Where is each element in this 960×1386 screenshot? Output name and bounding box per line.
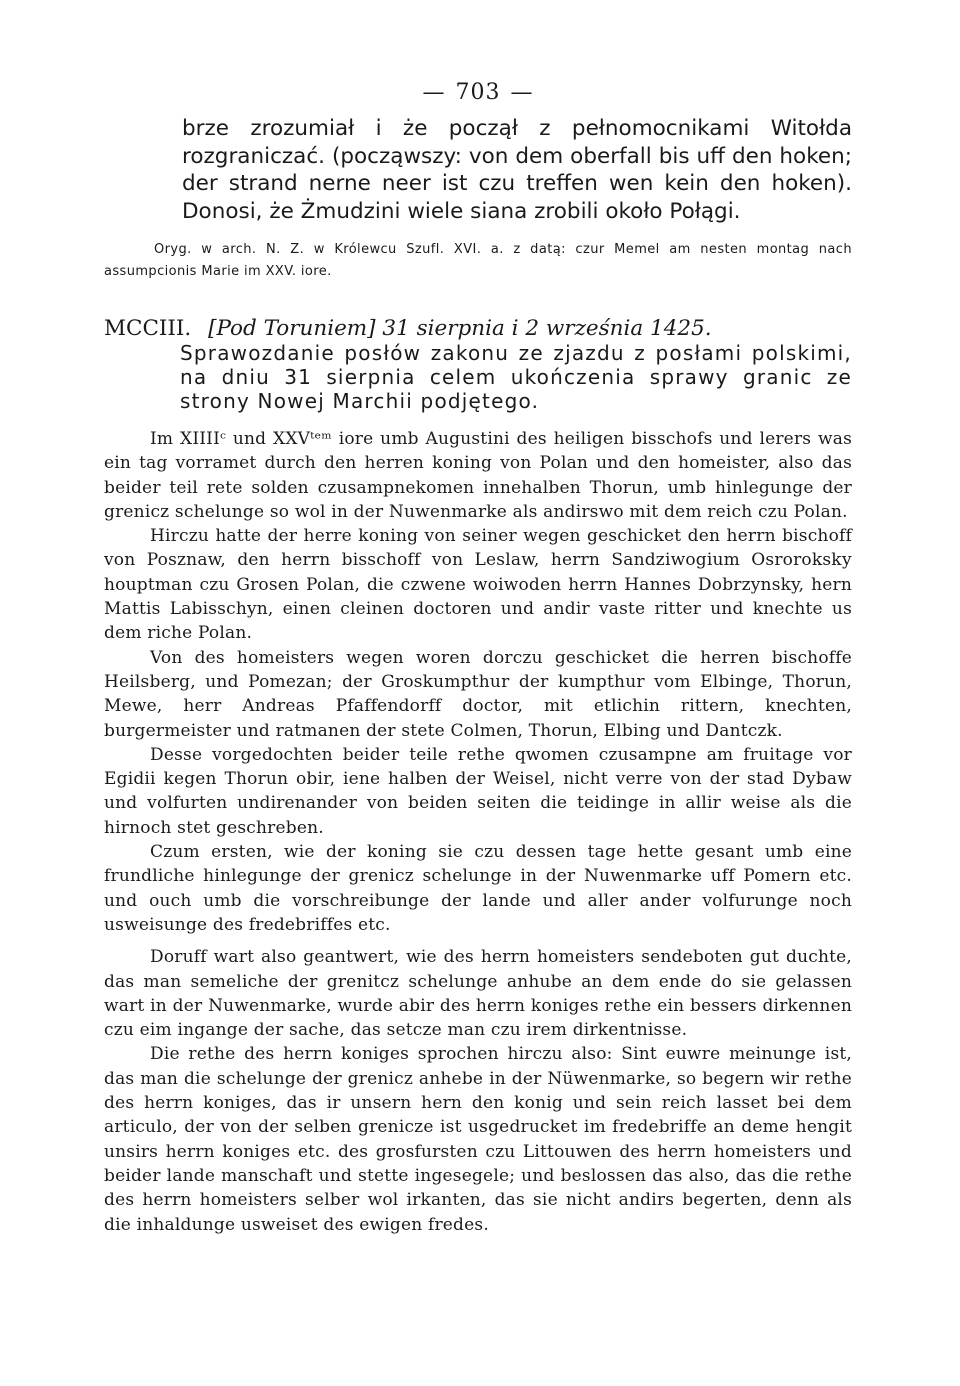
body-paragraph: Die rethe des herrn koniges sprochen hirczu also: Sint euwre meinunge ist, das man die schelunge der grenicz anhebe in der Nüwenmarke, so begern wir rethe des herrn koniges, das ir unsern hern den konig und sein reich lasset bei dem articulo, der von der selben grenicze ist usgedrucket im fredebriffe an deme hengit unsirs herrn koniges etc. des grosfursten czu Littouwen des herrn homeisters und beider lande manschaft und stette ingesegele; und beslossen das also, das die rethe des herrn homeisters selber wol irkanten, das sie nicht andirs begerten, denn als die inhaldunge usweiset des ewigen fredes.	[104, 1044, 852, 1235]
page-number: 703	[455, 80, 501, 105]
body-paragraph: Czum ersten, wie der koning sie czu dessen tage hette gesant umb eine frundliche hinlegunge der grenicz schelunge in der Nuwenmarke uff Pomern etc. und ouch umb die vorschreibunge der lande und aller ander volfurunge noch usweisunge des fredebriffes etc.	[104, 842, 852, 935]
body-paragraph: Desse vorgedochten beider teile rethe qwomen czusampne am fruitage vor Egidii kegen Thorun obir, iene halben der Weisel, nicht verre von der stad Dybaw und volfurten undirenander von beiden seiten die teidinge in allir weise als die hirnoch stet geschreben.	[104, 744, 852, 838]
body-paragraph: Von des homeisters wegen woren dorczu geschicket die herren bischoffe Heilsberg, und Pomezan; der Groskumpthur der kumpthur vom Elbinge, Thorun, Mewe, herr Andreas Pfaffendorff doctor, mit etlichin rittern, knechten, burgermeister und ratmanen der stete Colmen, Thorun, Elbing und Dantczk.	[104, 647, 852, 741]
document-place: [Pod Toruniem]	[208, 316, 376, 341]
document-number: MCCIII.	[104, 316, 192, 341]
document-heading	[104, 317, 852, 341]
document-date: 31 sierpnia i 2 września 1425.	[382, 316, 712, 341]
intro-paragraph: brze zrozumiał i że począł z pełnomocnikami Witołda rozgraniczać. (począwszy: von dem oberfall bis uff den hoken; der strand nerne neer ist czu treffen wen kein den hoken). Donosi, że Żmudzini wiele siana zrobili około Połągi.	[182, 116, 852, 224]
body-paragraph: Doruff wart also geantwert, wie des herrn homeisters sendeboten gut duchte, das man semeliche der grenitcz schelunge anhube an dem ende do sie gelassen wart in der Nuwenmarke, wurde abir des herrn koniges rethe ein bessers dirkennen czu eim ingange der sache, das setcze man czu irem dirkentnisse.	[104, 947, 852, 1041]
document-page	[104, 80, 852, 1237]
body-paragraph: Im XIIIIᶜ und XXVᵗᵉᵐ iore umb Augustini des heiligen bisschofs und lerers was ein tag vorramet durch den herren koning von Polan und den homeister, also das beider teil rete solden czusampnekomen innehalben Thorun, umb hinlegunge der grenicz schelunge so wol in der Nuwenmarke als andirswo mit dem reich czu Polan.	[104, 429, 852, 522]
page-number-dash-right: —	[510, 80, 534, 105]
body-paragraph: Hirczu hatte der herre koning von seiner wegen geschicket den herrn bischoff von Posznaw, den herrn bisschoff von Leslaw, herrn Sandziwogium Osrorokskу houptman czu Grosen Polan, die czwene woiwoden herrn Hannes Dobrzynsky, hern Mattis Labisschyn, einen cleinen doctoren und andir vaste ritter und knechte us dem riche Polan.	[104, 526, 852, 644]
source-note: Oryg. w arch. N. Z. w Królewcu Szufl. XVI. a. z datą: czur Memel am nesten montag nach assumpcionis Marie im XXV. iore.	[104, 242, 852, 279]
page-number-dash-left: —	[422, 80, 446, 105]
document-body	[104, 427, 852, 1237]
document-summary: Sprawozdanie posłów zakonu ze zjazdu z posłami polskimi, na dniu 31 sierpnia celem ukończenia sprawy granic ze strony Nowej Marchii podjętego.	[180, 341, 852, 413]
page-number-line	[104, 80, 852, 105]
